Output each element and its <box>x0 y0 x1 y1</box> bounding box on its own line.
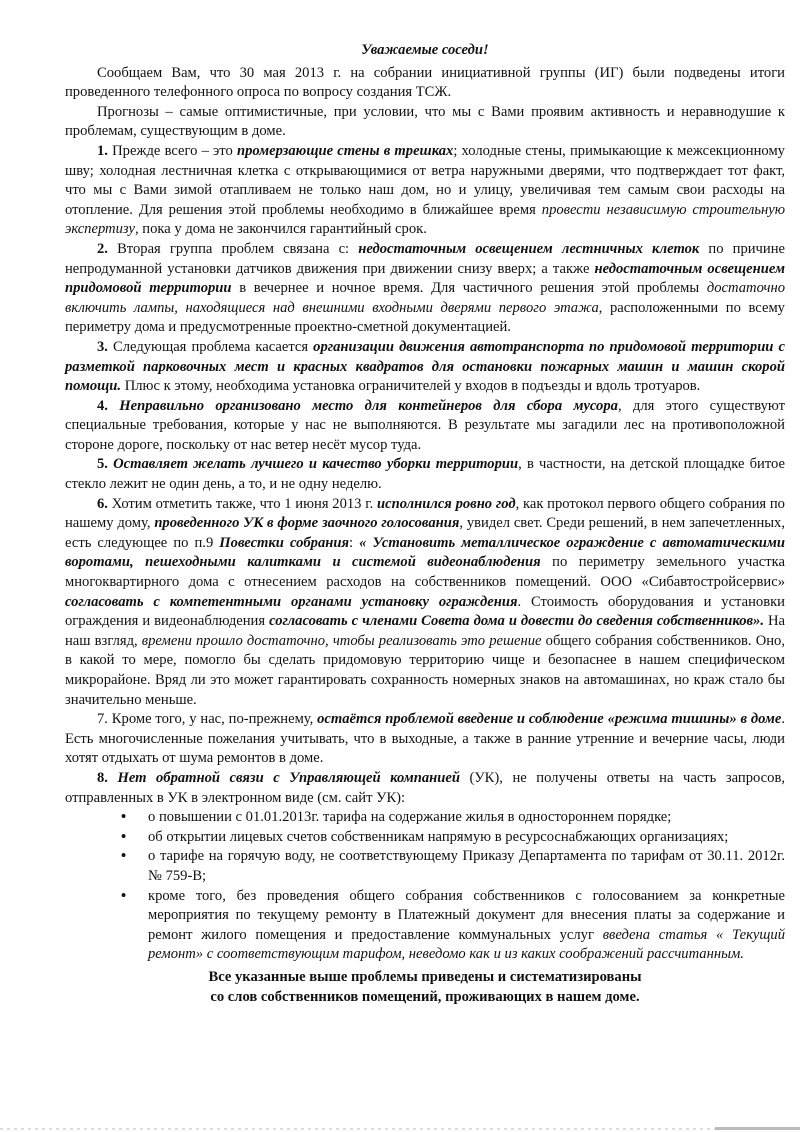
text: Вторая группа проблем связана с: <box>107 240 359 257</box>
item-number: 4. <box>97 397 108 414</box>
text: : <box>349 534 360 551</box>
text: общего собрания собственников. Оно, в какой то мере, помогло бы сделать придомовую территорию чище и безопаснее в нашем специфическом микрорайоне. Вряд ли это может гарантировать сохранность номерных знаков на автомашинах, но краж стало бы значительно меньше. <box>65 632 785 708</box>
emphasis: согласовать с компетентными органами установку ограждения <box>65 593 518 610</box>
list-item-text: кроме того, без проведения общего собрания собственников с голосованием за конкретные мероприятия по текущему ремонту в Платежный документ для внесения платы за содержание и ремонт жилого помещения и предоставление коммунальных услуг <box>148 887 785 943</box>
intro-paragraph-2: Прогнозы – самые оптимистичные, при условии, что мы с Вами проявим активность и неравнодушие к проблемам, существующим в доме. <box>65 103 785 140</box>
list-item <box>121 847 785 886</box>
text: На наш взгляд, <box>65 613 786 649</box>
text: Кроме того, у нас, по-прежнему, <box>107 711 318 728</box>
text: Прежде всего – это <box>107 142 237 159</box>
emphasis: недостаточным освещением придомовой территории <box>65 260 785 297</box>
closing-statement <box>65 967 785 1007</box>
list-item-text: об открытии лицевых счетов собственникам напрямую в ресурсоснабжающих организациях; <box>148 828 729 845</box>
emphasis: организации движения автотранспорта по придомовой территории с разметкой парковочных мест и красных квадратов для остановки пожарных машин и машин скорой помощи. <box>65 338 785 395</box>
bullet-icon: • <box>121 848 127 865</box>
scan-edge-artifact <box>0 1128 800 1130</box>
intro-paragraph-1: Сообщаем Вам, что 30 мая 2013 г. на собрании инициативной группы (ИГ) были подведены итоги проведенного телефонного опроса по вопросу создания ТСЖ. <box>65 64 785 101</box>
emphasis: согласовать с членами Совета дома и довести до сведения собственников». <box>269 613 764 630</box>
text: , пока у дома не закончился гарантийный срок. <box>134 221 427 238</box>
item-5 <box>65 455 785 494</box>
closing-line-1: Все указанные выше проблемы приведены и систематизированы <box>208 968 642 985</box>
bullet-icon: • <box>121 809 127 826</box>
item-number: 6. <box>97 495 108 512</box>
emphasis: Повестки собрания <box>219 534 349 551</box>
text: , для этого существуют специальные требования, которые у нас не выполняются. В результате мы загадили лес на противоположной стороне дороге, поскольку от нас ветер несёт мусор туда. <box>65 397 785 453</box>
request-list <box>65 808 785 965</box>
list-item <box>121 808 785 828</box>
emphasis: недостаточным освещением лестничных клеток <box>358 240 700 257</box>
closing-line-2: со слов собственников помещений, проживающих в нашем доме. <box>210 988 640 1005</box>
item-number: 7. <box>97 711 108 728</box>
text: , увидел свет. Среди решений, в нем запечетленных, есть следующее по п.9 <box>65 515 786 551</box>
item-number: 8. <box>97 769 108 786</box>
emphasis: проведенного УК в форме заочного голосования <box>154 515 460 532</box>
text: , расположенными по всему периметру дома и предусмотренные проектно-сметной документацией. <box>65 299 785 336</box>
text: . Стоимость оборудования и установки ограждения и видеонаблюдения <box>65 593 785 630</box>
list-item-text: о тарифе на горячую воду, не соответствующему Приказу Департамента по тарифам от 30.11. 2012г. № 759-В; <box>148 848 785 884</box>
item-1 <box>65 142 785 240</box>
text: ; холодные стены, примыкающие к межсекционному шву; холодная лестничная клетка с открывающимися от ветра наружными дверями, что подтверждает тот факт, что мы с Вами зимой отапливаем не только наш дом, но и улицу, увеличивая тем самым свои расходы на отопление. Для решения этой проблемы необходимо в ближайшее время <box>65 142 785 218</box>
letter-page <box>65 41 785 1007</box>
item-2 <box>65 240 785 338</box>
emphasis: Оставляет желать лучшего и качество уборки территории <box>107 456 519 473</box>
text: по периметру земельного участка многоквартирного дома с отнесением расходов на собственников помещений. ООО «Сибавтостройсервис» <box>65 554 785 591</box>
text: Плюс к этому, необходима установка ограничителей у входов в подъезды и вдоль тротуаров. <box>121 378 701 395</box>
scan-edge-artifact <box>715 1127 800 1130</box>
letter-title: Уважаемые соседи! <box>361 42 489 58</box>
text: Следующая проблема касается <box>107 338 314 355</box>
text: (УК), не получены ответы на часть запросов, отправленных в УК в электронном виде (см. сайт УК): <box>65 769 785 806</box>
item-number: 1. <box>97 142 108 159</box>
emphasis: времени прошло достаточно, чтобы реализовать это решение <box>141 632 542 649</box>
list-item <box>121 887 785 965</box>
item-7 <box>65 710 785 769</box>
bullet-icon: • <box>121 828 127 845</box>
item-4 <box>65 397 785 456</box>
text: по причине непродуманной установки датчиков движения при движении снизу вверх; а также <box>65 240 785 277</box>
text: Хотим отметить также, что 1 июня 2013 г. <box>107 495 377 512</box>
emphasis: промерзающие стены в трешках <box>236 142 454 159</box>
emphasis: введена статья « Текущий ремонт» с соответствующим тарифом, неведомо как и из каких соображений рассчитанным. <box>148 926 785 963</box>
item-6 <box>65 495 785 711</box>
item-number: 3. <box>97 338 108 355</box>
emphasis: Нет обратной связи с Управляющей компанией <box>107 769 460 786</box>
text: , в частности, на детской площадке битое стекло лежит не один день, а то, и не одну неделю. <box>65 456 785 493</box>
emphasis: провести независимую строительную экспертизу <box>65 201 786 238</box>
emphasis: достаточно включить лампы, находящиеся над внешними входными дверями первого этажа <box>65 280 785 316</box>
item-8 <box>65 769 785 808</box>
list-item-text: о повышении с 01.01.2013г. тарифа на содержание жилья в одностороннем порядке; <box>148 809 672 826</box>
item-3 <box>65 338 785 397</box>
emphasis: исполнился ровно год <box>376 495 516 512</box>
text: в вечернее и ночное время. Для частичного решения этой проблемы <box>231 280 707 297</box>
item-number: 5. <box>97 456 108 473</box>
list-item <box>121 828 785 848</box>
text: . Есть многочисленные пожелания учитывать, что в выходные, а также в ранние утренние и вечерние часы, люди хотят отдыхать от шума ремонтов в доме. <box>65 711 785 767</box>
emphasis: остаётся проблемой введение и соблюдение «режима тишины» в доме <box>317 711 782 728</box>
emphasis: « Установить металлическое ограждение с автоматическими воротами, пешеходными калитками и системой видеонаблюдения <box>65 534 785 571</box>
item-number: 2. <box>97 240 108 257</box>
text: , как протокол первого общего собрания по нашему дому, <box>65 495 785 532</box>
emphasis: Неправильно организовано место для контейнеров для сбора мусора <box>107 397 618 414</box>
bullet-icon: • <box>121 887 127 904</box>
